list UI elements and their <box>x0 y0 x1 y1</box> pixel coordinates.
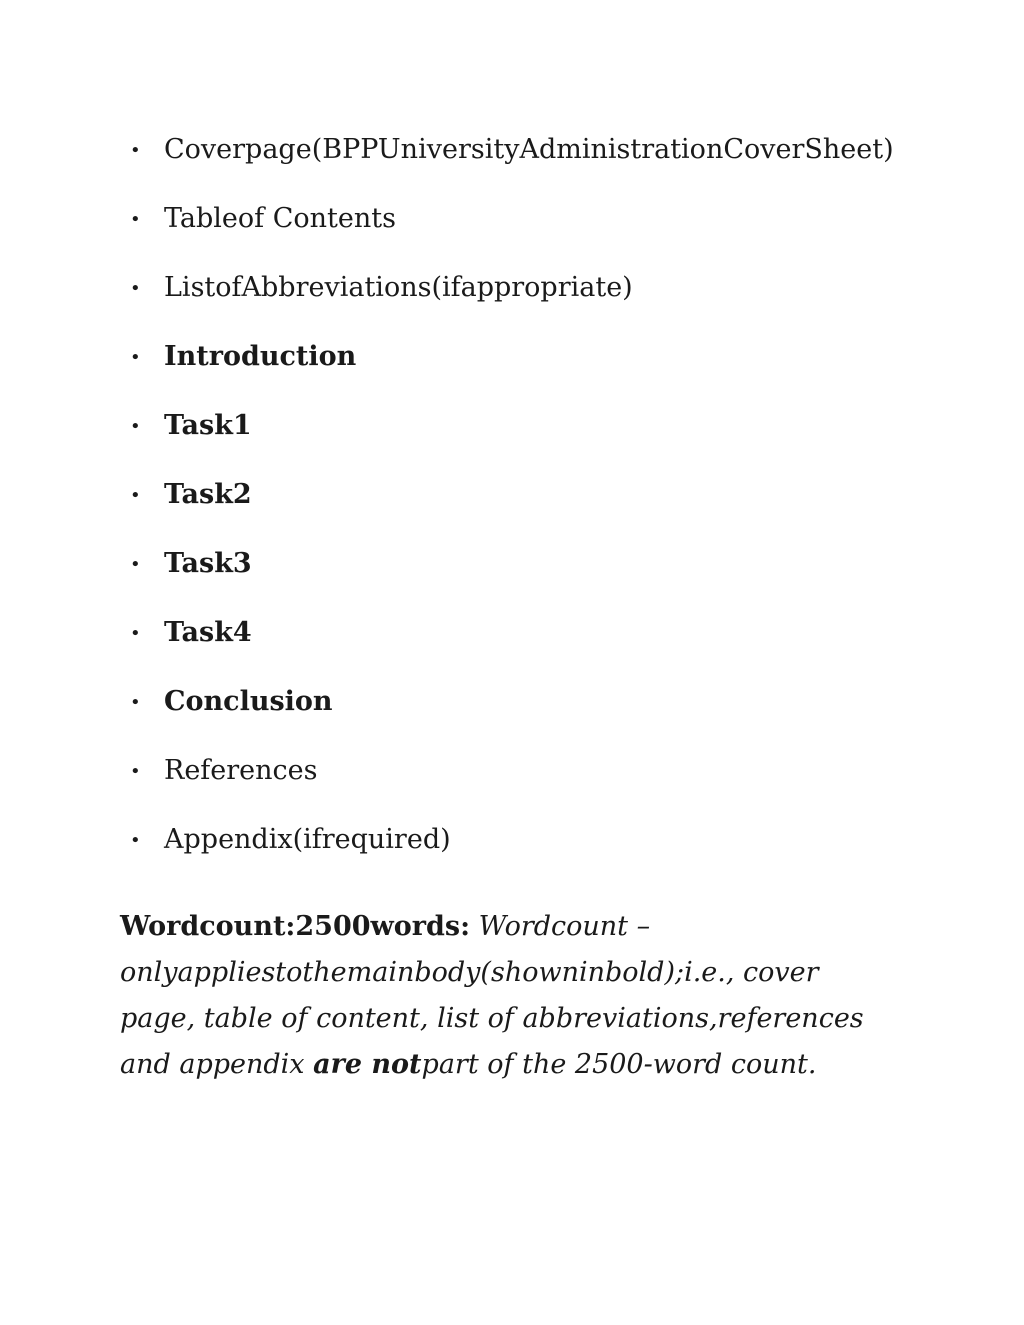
list-item <box>120 542 920 611</box>
list-item-text: Appendix(ifrequired) <box>164 824 451 855</box>
list-item <box>120 818 920 887</box>
list-item-text: References <box>164 755 318 786</box>
list-item-text: Task1 <box>164 410 252 441</box>
list-item <box>120 473 920 542</box>
report-structure-list <box>120 128 920 887</box>
bullet-icon: • <box>130 416 141 437</box>
list-item-text: Task4 <box>164 617 252 648</box>
bullet-icon: • <box>130 554 141 575</box>
word-count-label: Wordcount:2500words: <box>120 911 471 942</box>
list-item-text: Conclusion <box>164 686 333 717</box>
bullet-icon: • <box>130 278 141 299</box>
list-item-text: Task3 <box>164 548 252 579</box>
bullet-icon: • <box>130 347 141 368</box>
word-count-emphasis: are not <box>313 1049 422 1080</box>
list-item-text: ListofAbbreviations(ifappropriate) <box>164 272 633 303</box>
bullet-icon: • <box>130 692 141 713</box>
word-count-note <box>120 904 880 1088</box>
list-item <box>120 680 920 749</box>
bullet-icon: • <box>130 761 141 782</box>
bullet-icon: • <box>130 623 141 644</box>
bullet-icon: • <box>130 209 141 230</box>
list-item-text: Tableof Contents <box>164 203 396 234</box>
list-item <box>120 266 920 335</box>
list-item <box>120 404 920 473</box>
list-item <box>120 611 920 680</box>
list-item <box>120 335 920 404</box>
list-item-text: Coverpage(BPPUniversityAdministrationCoverSheet) <box>164 134 894 165</box>
bullet-icon: • <box>130 140 141 161</box>
word-count-note-text: Wordcount – onlyappliestothemainbody(showninbold);i.e., cover page, table of content, list of abbreviations,references and appendix <box>120 911 864 1080</box>
list-item <box>120 128 920 197</box>
list-item <box>120 749 920 818</box>
bullet-icon: • <box>130 485 141 506</box>
list-item-text: Introduction <box>164 341 357 372</box>
word-count-note-text-end: part of the 2500-word count. <box>421 1049 817 1080</box>
bullet-icon: • <box>130 830 141 851</box>
list-item-text: Task2 <box>164 479 252 510</box>
list-item <box>120 197 920 266</box>
